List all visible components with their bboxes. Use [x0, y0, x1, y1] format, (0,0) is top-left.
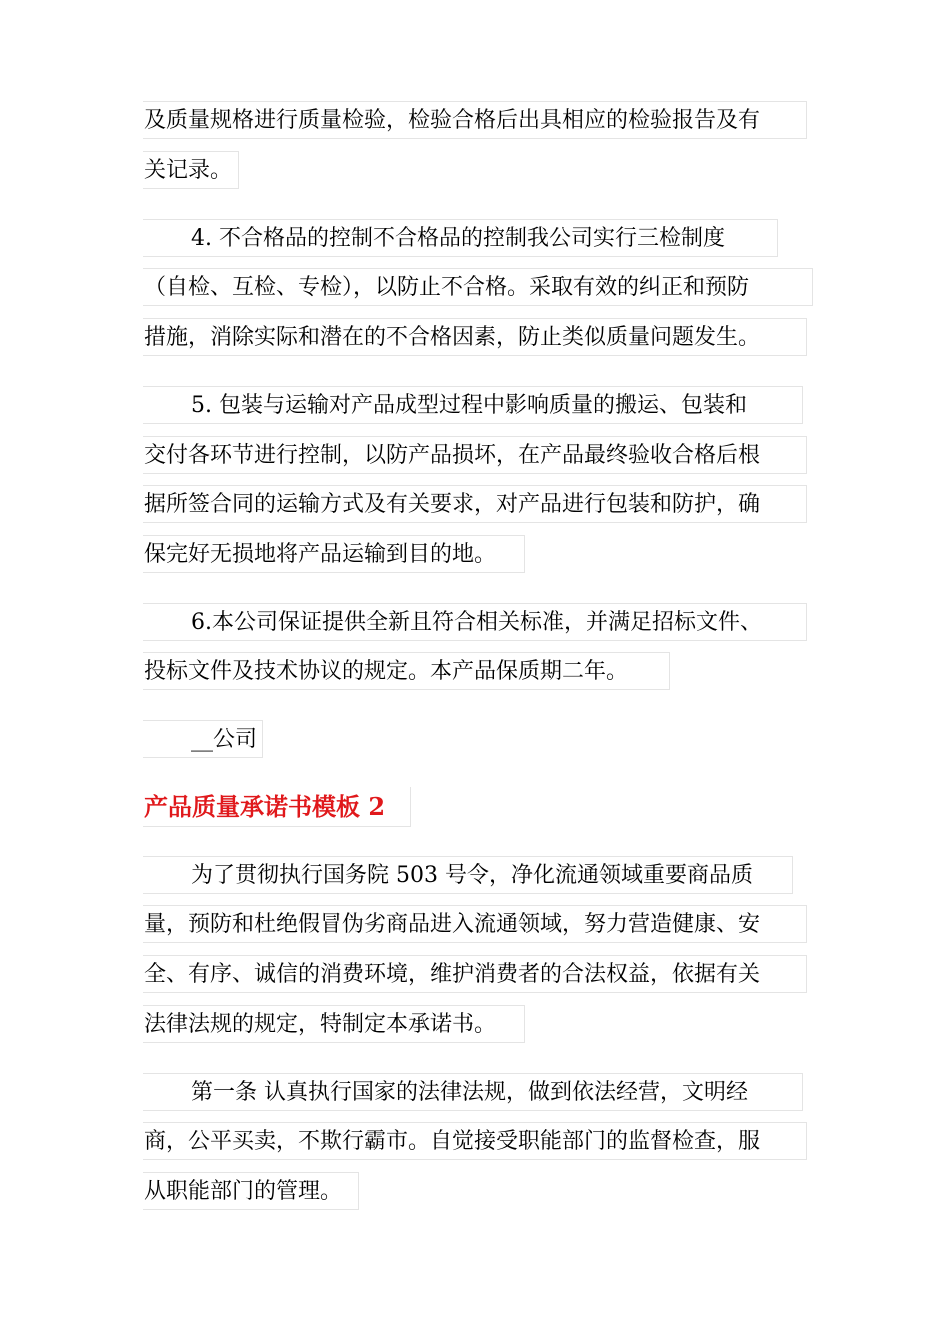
paragraph-line: 5. 包装与运输对产品成型过程中影响质量的搬运、包装和 [143, 386, 803, 424]
paragraph-line: 商，公平买卖，不欺行霸市。自觉接受职能部门的监督检查，服 [143, 1122, 807, 1160]
paragraph-line: 全、有序、诚信的消费环境，维护消费者的合法权益，依据有关 [143, 955, 807, 993]
paragraph-line: 4. 不合格品的控制不合格品的控制我公司实行三检制度 [143, 219, 778, 257]
paragraph-line: 措施，消除实际和潜在的不合格因素，防止类似质量问题发生。 [143, 318, 807, 356]
paragraph-line: 量，预防和杜绝假冒伪劣商品进入流通领域，努力营造健康、安 [143, 905, 807, 943]
paragraph-line: 为了贯彻执行国务院 503 号令，净化流通领域重要商品质 [143, 856, 793, 894]
paragraph-line: 交付各环节进行控制，以防产品损坏，在产品最终验收合格后根 [143, 436, 807, 474]
paragraph-line: 从职能部门的管理。 [143, 1172, 359, 1210]
paragraph-line: （自检、互检、专检），以防止不合格。采取有效的纠正和预防 [143, 268, 813, 306]
paragraph-line: 据所签合同的运输方式及有关要求，对产品进行包装和防护，确 [143, 485, 807, 523]
paragraph-line: 关记录。 [143, 151, 239, 189]
paragraph-line: 及质量规格进行质量检验，检验合格后出具相应的检验报告及有 [143, 101, 807, 139]
paragraph-line: 投标文件及技术协议的规定。本产品保质期二年。 [143, 652, 670, 690]
section-heading: 产品质量承诺书模板 2 [143, 787, 411, 827]
company-signoff: __公司 [143, 720, 263, 758]
paragraph-line: 6.本公司保证提供全新且符合相关标准，并满足招标文件、 [143, 603, 807, 641]
paragraph-line: 第一条 认真执行国家的法律法规，做到依法经营，文明经 [143, 1073, 803, 1111]
paragraph-line: 保完好无损地将产品运输到目的地。 [143, 535, 525, 573]
paragraph-line: 法律法规的规定，特制定本承诺书。 [143, 1005, 525, 1043]
